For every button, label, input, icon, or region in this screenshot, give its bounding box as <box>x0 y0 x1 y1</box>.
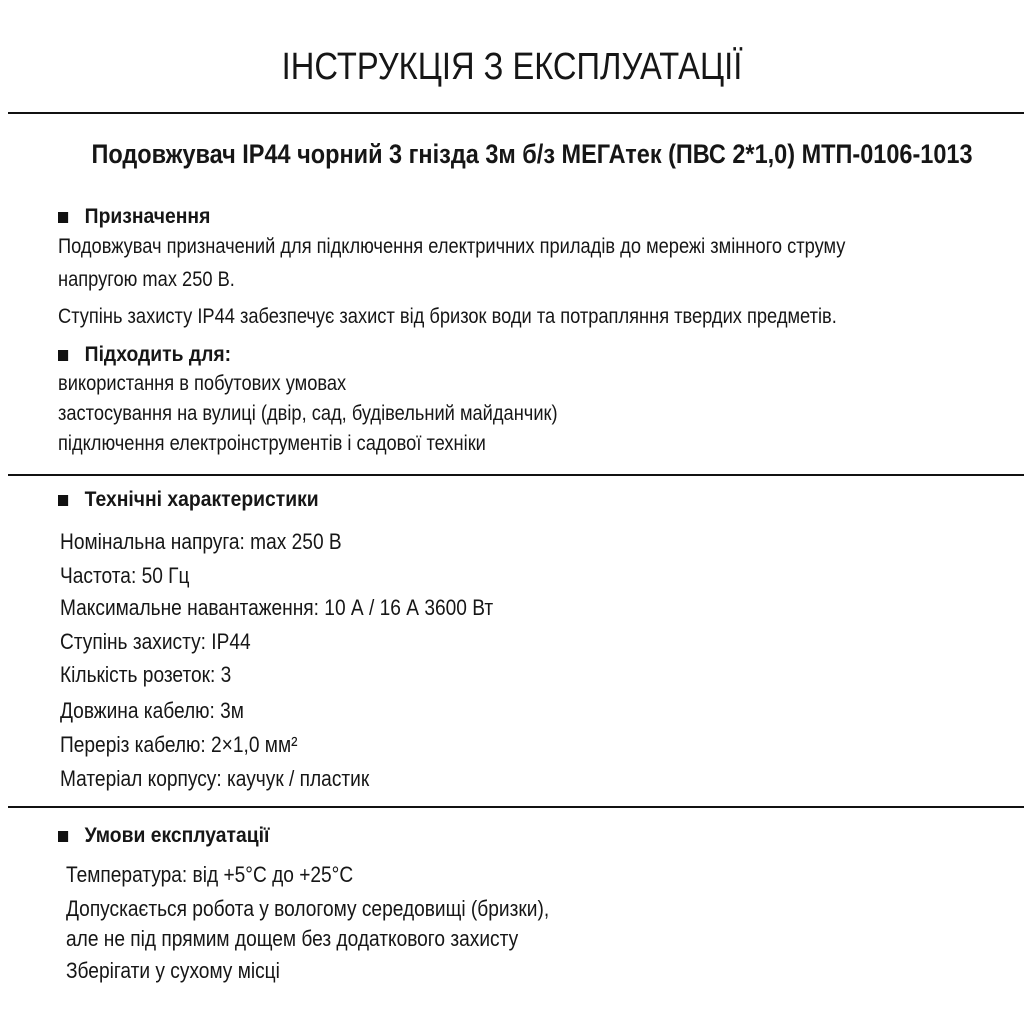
divider <box>8 474 1024 476</box>
divider <box>8 112 1024 114</box>
section-heading-label: Умови експлуатації <box>84 824 270 847</box>
text-line: підключення електроінструментів і садової техніки <box>58 432 486 455</box>
spec-line: Матеріал корпусу: каучук / пластик <box>60 766 370 791</box>
section-heading <box>58 824 269 848</box>
section-heading <box>58 205 210 229</box>
text-line: використання в побутових умовах <box>58 372 347 395</box>
text-line: Ступінь захисту IP44 забезпечує захист від бризок води та потрапляння твердих предметів. <box>58 305 837 328</box>
divider <box>8 806 1024 808</box>
text-line: Зберігати у сухому місці <box>66 958 280 983</box>
section-heading-label: Технічні характеристики <box>84 488 319 511</box>
section-heading-label: Підходить для: <box>84 343 232 366</box>
spec-line: Ступінь захисту: IP44 <box>60 629 251 654</box>
bullet-icon <box>58 495 68 506</box>
bullet-icon <box>58 831 68 842</box>
spec-line: Переріз кабелю: 2×1,0 мм² <box>60 732 298 757</box>
text-line: але не під прямим дощем без додаткового захисту <box>66 926 519 951</box>
spec-line: Максимальне навантаження: 10 А / 16 А 3600 Вт <box>60 595 494 620</box>
text-line: Допускається робота у вологому середовищі (бризки), <box>66 896 550 921</box>
spec-line: Номінальна напруга: max 250 В <box>60 529 342 554</box>
spec-line: Кількість розеток: 3 <box>60 662 232 687</box>
spec-line: Частота: 50 Гц <box>60 563 190 588</box>
text-line: застосування на вулиці (двір, сад, будівельний майданчик) <box>58 402 558 425</box>
text-line: напругою max 250 В. <box>58 268 235 291</box>
bullet-icon <box>58 350 68 361</box>
text-line: Подовжувач призначений для підключення електричних приладів до мережі змінного струму <box>58 235 846 258</box>
section-heading <box>58 488 319 512</box>
spec-line: Довжина кабелю: 3м <box>60 698 244 723</box>
section-heading-label: Призначення <box>84 205 211 228</box>
section-heading <box>58 343 231 367</box>
text-line: Температура: від +5°C до +25°C <box>66 862 354 887</box>
document-title: ІНСТРУКЦІЯ З ЕКСПЛУАТАЦІЇ <box>281 46 743 88</box>
bullet-icon <box>58 212 68 223</box>
product-name: Подовжувач IP44 чорний 3 гнізда 3м б/з МЕГАтек (ПВС 2*1,0) МТП-0106-1013 <box>91 139 973 169</box>
